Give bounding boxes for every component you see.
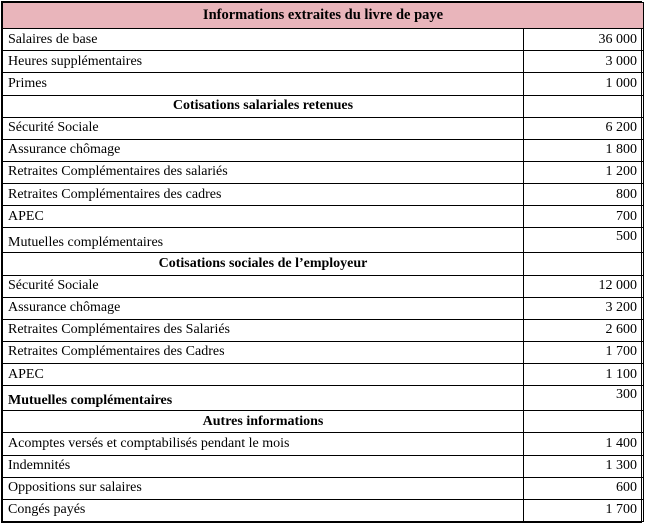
table-row xyxy=(3,184,644,206)
table-title: Informations extraites du livre de paye xyxy=(3,3,644,29)
row-label: Sécurité Sociale xyxy=(3,117,524,139)
table-row xyxy=(3,275,644,297)
section-row xyxy=(3,253,644,275)
row-value: 1 100 xyxy=(524,364,644,386)
row-label: Indemnités xyxy=(3,455,524,477)
row-value: 6 200 xyxy=(524,117,644,139)
row-label: APEC xyxy=(3,364,524,386)
row-label: Sécurité Sociale xyxy=(3,275,524,297)
row-value: 3 000 xyxy=(524,51,644,73)
row-label: Mutuelles complémentaires xyxy=(3,386,524,411)
table-row xyxy=(3,455,644,477)
row-value: 800 xyxy=(524,184,644,206)
row-value: 1 800 xyxy=(524,139,644,161)
table-row xyxy=(3,364,644,386)
table-row xyxy=(3,319,644,341)
section-row xyxy=(3,411,644,433)
row-value: 500 xyxy=(524,228,644,253)
table-row xyxy=(3,139,644,161)
table-row xyxy=(3,386,644,411)
row-label: Salaires de base xyxy=(3,29,524,51)
table-row xyxy=(3,477,644,499)
table-row xyxy=(3,117,644,139)
row-value: 1 300 xyxy=(524,455,644,477)
row-value: 1 000 xyxy=(524,73,644,95)
table-row xyxy=(3,161,644,183)
row-label: APEC xyxy=(3,206,524,228)
row-label: Heures supplémentaires xyxy=(3,51,524,73)
empty-cell xyxy=(524,95,644,117)
row-label: Congés payés xyxy=(3,499,524,521)
row-label: Retraites Complémentaires des Cadres xyxy=(3,341,524,363)
empty-cell xyxy=(524,253,644,275)
row-value: 1 400 xyxy=(524,433,644,455)
row-label: Assurance chômage xyxy=(3,139,524,161)
section-heading: Cotisations salariales retenues xyxy=(3,95,524,117)
row-value: 2 600 xyxy=(524,319,644,341)
row-label: Mutuelles complémentaires xyxy=(3,228,524,253)
table-row xyxy=(3,228,644,253)
table-row xyxy=(3,73,644,95)
row-value: 3 200 xyxy=(524,297,644,319)
payroll-table xyxy=(2,2,644,522)
section-heading: Cotisations sociales de l’employeur xyxy=(3,253,524,275)
row-value: 1 700 xyxy=(524,499,644,521)
table-header-row xyxy=(3,3,644,29)
row-label: Retraites Complémentaires des cadres xyxy=(3,184,524,206)
row-value: 36 000 xyxy=(524,29,644,51)
table-row xyxy=(3,341,644,363)
section-heading: Autres informations xyxy=(3,411,524,433)
table-row xyxy=(3,29,644,51)
table-row xyxy=(3,499,644,521)
empty-cell xyxy=(524,411,644,433)
row-label: Primes xyxy=(3,73,524,95)
table-row xyxy=(3,433,644,455)
row-value: 12 000 xyxy=(524,275,644,297)
section-row xyxy=(3,95,644,117)
row-label: Assurance chômage xyxy=(3,297,524,319)
row-value: 600 xyxy=(524,477,644,499)
table-row xyxy=(3,51,644,73)
table-row xyxy=(3,206,644,228)
table-row xyxy=(3,297,644,319)
row-value: 700 xyxy=(524,206,644,228)
row-label: Retraites Complémentaires des Salariés xyxy=(3,319,524,341)
row-value: 1 200 xyxy=(524,161,644,183)
row-label: Oppositions sur salaires xyxy=(3,477,524,499)
row-value: 1 700 xyxy=(524,341,644,363)
payroll-table-frame xyxy=(1,1,642,523)
row-value: 300 xyxy=(524,386,644,411)
row-label: Retraites Complémentaires des salariés xyxy=(3,161,524,183)
row-label: Acomptes versés et comptabilisés pendant le mois xyxy=(3,433,524,455)
